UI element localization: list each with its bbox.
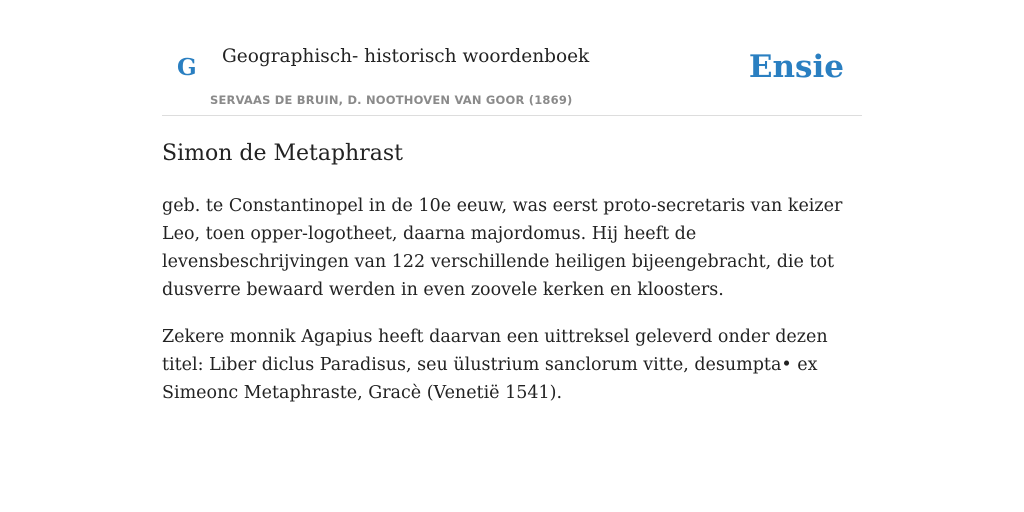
book-authors-year: SERVAAS DE BRUIN, D. NOOTHOVEN VAN GOOR (1869) [210,93,573,107]
ensie-logo[interactable]: Ensie [748,49,844,85]
book-header [162,0,862,116]
entry-paragraph: geb. te Constantinopel in de 10e eeuw, was eerst proto-secretaris van keizer Leo, toen opper-logotheet, daarna majordomus. Hij heeft de levensbeschrijvingen van 122 verschillende heiligen bijeengebracht, die tot dusverre bewaard werden in even zoovele kerken en kloosters. [162,196,843,300]
book-logo-letter[interactable]: G [177,54,197,81]
entry-paragraph: Zekere monnik Agapius heeft daarvan een uittreksel geleverd onder dezen titel: Liber diclus Paradisus, seu ülustrium sanclorum vitte, desumpta• ex Simeonc Metaphraste, Gracè (Venetië 1541). [162,327,828,403]
entry-body [162,192,862,426]
entry-title: Simon de Metaphrast [162,141,403,166]
book-title-link[interactable]: Geographisch- historisch woordenboek [222,46,590,67]
page-container [162,0,862,403]
